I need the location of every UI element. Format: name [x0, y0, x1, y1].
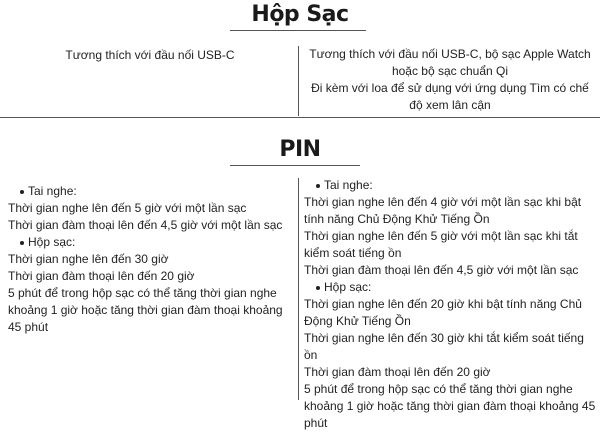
battery-title-underline [230, 165, 360, 166]
charging-case-left-column [0, 47, 300, 64]
battery-left-column [8, 183, 294, 336]
battery-right-case-line: Thời gian đàm thoại lên đến 20 giờ [304, 365, 491, 379]
charging-case-title: Hộp Sạc [251, 2, 349, 27]
battery-right-earbuds-line: Thời gian nghe lên đến 4 giờ với một lần sạc khi bật tính năng Chủ Động Khử Tiếng Ồn [304, 195, 582, 226]
charging-case-right-column [300, 46, 600, 114]
charging-case-right-line: Tương thích với đầu nối USB-C, bộ sạc Apple Watch hoặc bộ sạc chuẩn Qi [309, 47, 591, 78]
battery-right-case-label: Hộp sạc: [304, 279, 600, 296]
charging-case-right-line: Đi kèm với loa để sử dụng với ứng dụng Tìm có chế độ xem lân cận [311, 81, 589, 112]
charging-case-title-underline [230, 30, 366, 31]
battery-column-divider [298, 178, 299, 400]
battery-right-case-line: Thời gian nghe lên đến 30 giờ khi tắt kiểm soát tiếng ồn [304, 331, 584, 362]
section-separator [0, 117, 600, 118]
charging-case-left-text: Tương thích với đầu nối USB-C [65, 48, 235, 62]
battery-left-case-label: Hộp sạc: [8, 234, 294, 251]
battery-left-case-line: 5 phút để trong hộp sạc có thể tăng thời gian nghe khoảng 1 giờ hoặc tăng thời gian đàm thoại khoảng 45 phút [8, 286, 283, 334]
battery-left-case-line: Thời gian đàm thoại lên đến 20 giờ [8, 269, 195, 283]
battery-left-earbuds-label: Tai nghe: [8, 183, 294, 200]
battery-right-case-line: 5 phút để trong hộp sạc có thể tăng thời gian nghe khoảng 1 giờ hoặc tăng thời gian đàm thoại khoảng 45 phút [304, 382, 596, 430]
battery-title: PIN [279, 137, 321, 162]
battery-left-earbuds-line: Thời gian đàm thoại lên đến 4,5 giờ với một lần sạc [8, 218, 283, 232]
battery-right-earbuds-line: Thời gian đàm thoại lên đến 4,5 giờ với một lần sạc [304, 263, 579, 277]
battery-right-case-line: Thời gian nghe lên đến 20 giờ khi bật tính năng Chủ Động Khử Tiếng Ồn [304, 297, 582, 328]
battery-right-earbuds-line: Thời gian nghe lên đến 5 giờ với một lần sạc khi tắt kiểm soát tiếng ồn [304, 229, 578, 260]
battery-right-earbuds-label: Tai nghe: [304, 177, 600, 194]
battery-left-case-line: Thời gian nghe lên đến 30 giờ [8, 252, 169, 266]
battery-right-column [304, 177, 600, 432]
battery-left-earbuds-line: Thời gian nghe lên đến 5 giờ với một lần sạc [8, 201, 247, 215]
